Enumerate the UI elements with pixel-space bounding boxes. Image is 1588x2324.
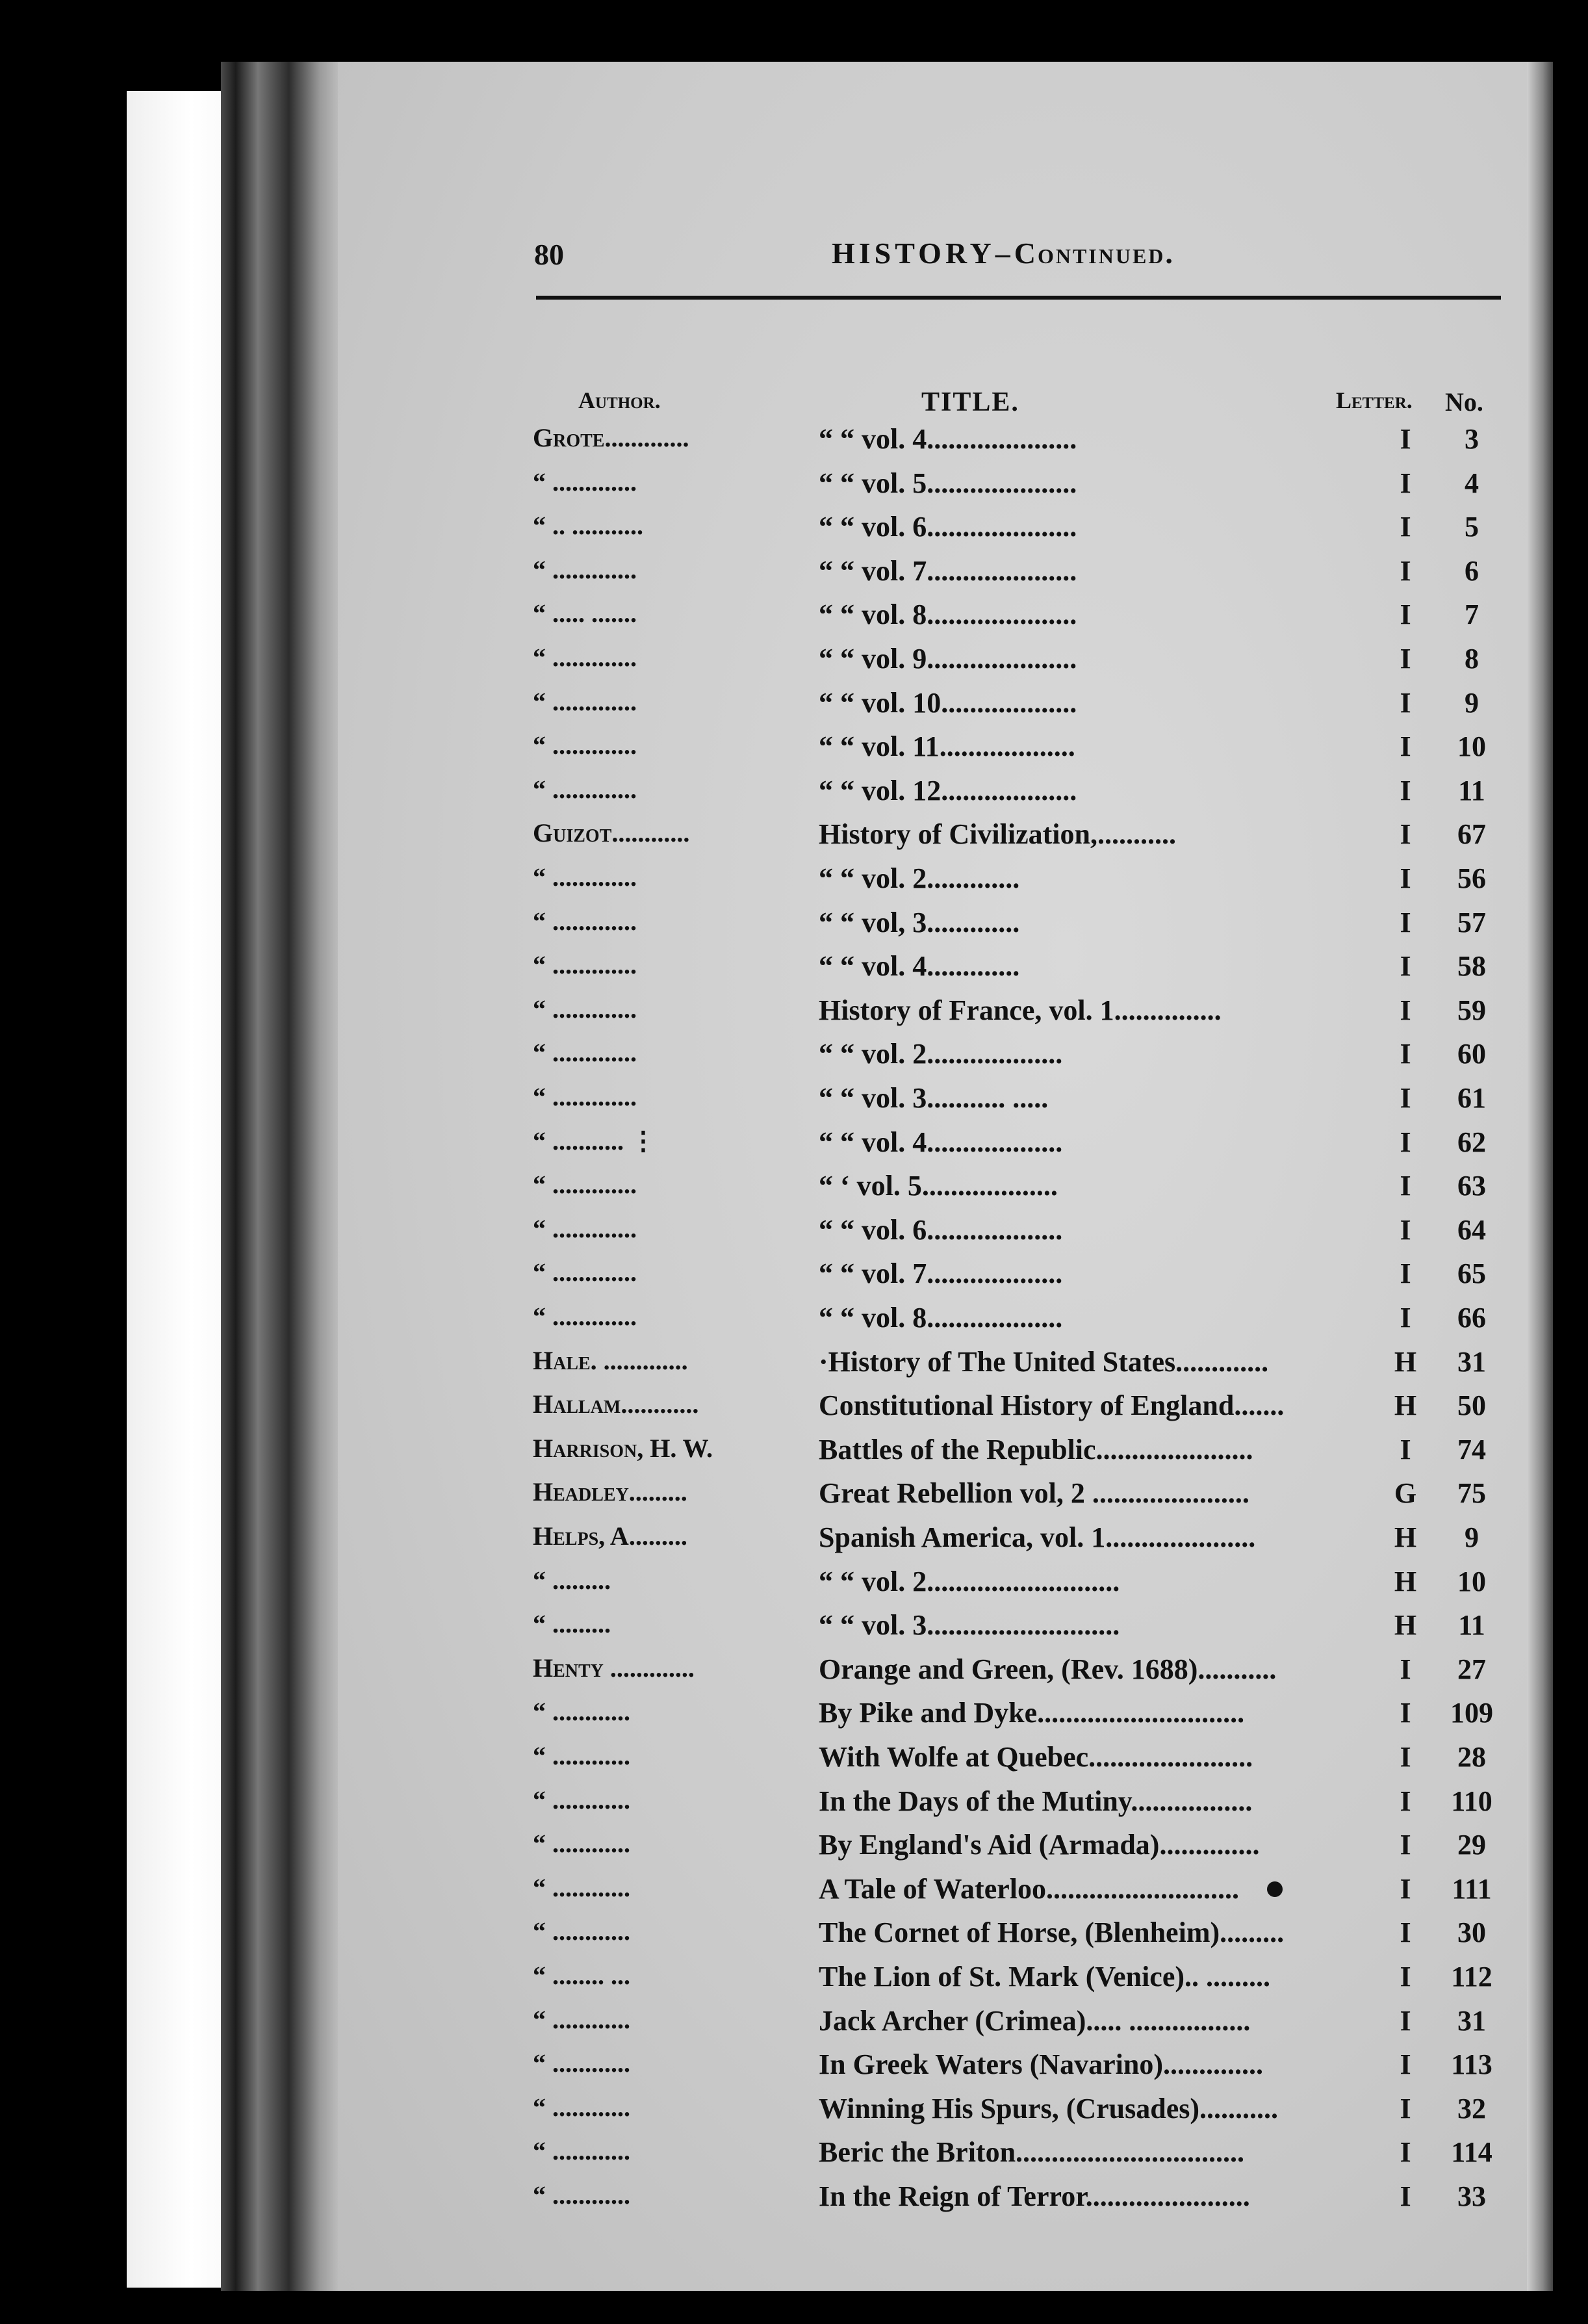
catalog-author: “ .............: [533, 906, 637, 936]
catalog-row: [338, 642, 1553, 681]
catalog-title: “ “ vol. 2.............: [819, 862, 1020, 894]
catalog-letter: I: [1400, 1872, 1411, 1905]
book-page: [338, 62, 1553, 2291]
catalog-letter: H: [1394, 1609, 1417, 1642]
catalog-number: 9: [1465, 686, 1479, 719]
catalog-row: [338, 1389, 1553, 1428]
catalog-letter: H: [1394, 1565, 1417, 1597]
catalog-row: [338, 818, 1553, 857]
catalog-letter: I: [1400, 2136, 1411, 2169]
catalog-title: In the Days of the Mutiny.................: [819, 1785, 1253, 1817]
catalog-author: “ .............: [533, 994, 637, 1024]
catalog-title: “ “ vol. 11...................: [819, 730, 1075, 763]
catalog-author: “ .............: [533, 643, 637, 672]
catalog-author: Grote.............: [533, 423, 689, 452]
catalog-title: With Wolfe at Quebec.......................: [819, 1741, 1253, 1773]
column-header-no: No.: [1445, 387, 1483, 417]
catalog-title: “ “ vol. 12...................: [819, 774, 1077, 807]
catalog-title: “ “ vol. 8...................: [819, 1302, 1063, 1334]
catalog-author: “ ........ ...: [533, 1961, 630, 1990]
catalog-title: The Cornet of Horse, (Blenheim).........: [819, 1917, 1285, 1949]
catalog-number: 33: [1457, 2180, 1486, 2212]
catalog-row: [338, 1081, 1553, 1120]
catalog-title: Jack Archer (Crimea)..... .................: [819, 2004, 1251, 2037]
catalog-row: [338, 422, 1553, 461]
catalog-title: “ ‘ vol. 5...................: [819, 1170, 1058, 1202]
catalog-row: [338, 1169, 1553, 1208]
catalog-number: 5: [1465, 511, 1479, 543]
catalog-title: “ “ vol. 3...........................: [819, 1609, 1120, 1642]
catalog-letter: I: [1400, 950, 1411, 983]
catalog-letter: I: [1400, 599, 1411, 631]
catalog-number: 11: [1458, 1609, 1485, 1642]
catalog-title: The Lion of St. Mark (Venice).. .........: [819, 1961, 1271, 1993]
catalog-title: “ “ vol. 6.....................: [819, 511, 1077, 543]
catalog-letter: G: [1394, 1477, 1417, 1510]
catalog-author: “ .............: [533, 467, 637, 497]
catalog-author: “ ............: [533, 2092, 630, 2122]
catalog-letter: I: [1400, 1961, 1411, 1993]
catalog-number: 50: [1457, 1389, 1486, 1422]
column-header-letter: Letter.: [1336, 387, 1413, 413]
catalog-title: Winning His Spurs, (Crusades)...........: [819, 2092, 1279, 2124]
catalog-letter: H: [1394, 1521, 1417, 1553]
catalog-number: 114: [1451, 2136, 1492, 2169]
catalog-author: “ ........... ⋮: [533, 1126, 656, 1156]
catalog-letter: I: [1400, 730, 1411, 763]
catalog-letter: I: [1400, 774, 1411, 807]
catalog-row: [338, 2136, 1553, 2175]
catalog-letter: I: [1400, 1917, 1411, 1949]
catalog-row: [338, 554, 1553, 593]
catalog-title: “ “ vol, 3.............: [819, 906, 1020, 938]
catalog-row: [338, 862, 1553, 901]
catalog-letter: I: [1400, 1741, 1411, 1773]
catalog-number: 31: [1457, 2004, 1486, 2037]
catalog-author: “ .............: [533, 686, 637, 716]
column-header-title: TITLE.: [921, 387, 1019, 417]
catalog-row: [338, 994, 1553, 1033]
catalog-letter: I: [1400, 818, 1411, 851]
catalog-row: [338, 467, 1553, 506]
catalog-title: History of Civilization,...........: [819, 818, 1176, 851]
catalog-number: 67: [1457, 818, 1486, 851]
catalog-author: “ ............: [533, 2136, 630, 2166]
catalog-author: “ .............: [533, 1038, 637, 1068]
catalog-row: [338, 686, 1553, 725]
catalog-letter: I: [1400, 1653, 1411, 1685]
catalog-author: Guizot............: [533, 818, 690, 848]
catalog-title: “ “ vol. 2...........................: [819, 1565, 1120, 1597]
catalog-letter: I: [1400, 643, 1411, 675]
catalog-author: Helps, A.........: [533, 1521, 687, 1551]
catalog-number: 57: [1457, 906, 1486, 938]
catalog-number: 10: [1457, 730, 1486, 763]
catalog-title: “ “ vol. 10...................: [819, 686, 1077, 719]
catalog-row: [338, 1960, 1553, 1999]
catalog-number: 9: [1465, 1521, 1479, 1553]
catalog-row: [338, 598, 1553, 637]
catalog-row: [338, 1653, 1553, 1692]
catalog-number: 31: [1457, 1345, 1486, 1378]
catalog-author: Henty .............: [533, 1653, 695, 1683]
catalog-title: Great Rebellion vol, 2 ......................: [819, 1477, 1249, 1510]
page-content: [338, 62, 1553, 2291]
catalog-letter: I: [1400, 2180, 1411, 2212]
catalog-row: [338, 1608, 1553, 1647]
catalog-title: “ “ vol. 8.....................: [819, 599, 1077, 631]
catalog-author: “ .............: [533, 862, 637, 892]
catalog-author: “ ............: [533, 1917, 630, 1946]
catalog-number: 28: [1457, 1741, 1486, 1773]
catalog-letter: I: [1400, 1258, 1411, 1290]
catalog-row: [338, 1696, 1553, 1735]
catalog-number: 56: [1457, 862, 1486, 894]
catalog-number: 109: [1450, 1697, 1493, 1729]
page-number: 80: [534, 238, 564, 271]
catalog-title: History of France, vol. 1...............: [819, 994, 1222, 1026]
catalog-number: 64: [1457, 1213, 1486, 1246]
catalog-number: 59: [1457, 994, 1486, 1026]
catalog-number: 60: [1457, 1038, 1486, 1070]
catalog-row: [338, 2048, 1553, 2087]
catalog-title: “ “ vol. 7.....................: [819, 554, 1077, 587]
catalog-letter: H: [1394, 1345, 1417, 1378]
catalog-row: [338, 2092, 1553, 2131]
catalog-title: Battles of the Republic......................: [819, 1433, 1253, 1465]
catalog-author: “ ............: [533, 2180, 630, 2210]
catalog-author: “ .............: [533, 1170, 637, 1200]
catalog-title: “ “ vol. 4.....................: [819, 423, 1077, 455]
catalog-number: 7: [1465, 599, 1479, 631]
catalog-row: [338, 730, 1553, 769]
catalog-row: [338, 1345, 1553, 1384]
catalog-title: A Tale of Waterloo...........................: [819, 1872, 1239, 1905]
catalog-number: 8: [1465, 643, 1479, 675]
book-page-edges: [221, 62, 344, 2291]
catalog-row: [338, 1257, 1553, 1296]
catalog-title: Orange and Green, (Rev. 1688)...........: [819, 1653, 1277, 1685]
catalog-title: “ “ vol. 4.............: [819, 950, 1020, 983]
catalog-author: Hallam............: [533, 1389, 699, 1419]
catalog-title: “ “ vol. 9.....................: [819, 643, 1077, 675]
catalog-author: Headley.........: [533, 1477, 687, 1507]
catalog-title: In Greek Waters (Navarino)..............: [819, 2048, 1263, 2081]
catalog-row: [338, 1916, 1553, 1955]
catalog-number: 3: [1465, 423, 1479, 455]
catalog-letter: I: [1400, 1038, 1411, 1070]
catalog-letter: I: [1400, 1697, 1411, 1729]
catalog-number: 30: [1457, 1917, 1486, 1949]
catalog-author: “ ............: [533, 1785, 630, 1814]
catalog-author: “ .............: [533, 950, 637, 980]
catalog-letter: I: [1400, 2004, 1411, 2037]
catalog-title: Spanish America, vol. 1.....................: [819, 1521, 1256, 1553]
catalog-author: “ ............: [533, 1741, 630, 1770]
catalog-row: [338, 1301, 1553, 1340]
catalog-letter: I: [1400, 1170, 1411, 1202]
catalog-author: “ ..... .......: [533, 599, 637, 628]
catalog-author: “ .........: [533, 1565, 611, 1595]
catalog-author: “ ............: [533, 1872, 630, 1902]
catalog-number: 111: [1452, 1872, 1492, 1905]
catalog-letter: I: [1400, 906, 1411, 938]
catalog-number: 61: [1457, 1082, 1486, 1114]
catalog-letter: H: [1394, 1389, 1417, 1422]
catalog-author: “ .............: [533, 1302, 637, 1331]
catalog-row: [338, 949, 1553, 988]
catalog-number: 74: [1457, 1433, 1486, 1465]
catalog-number: 113: [1451, 2048, 1492, 2081]
catalog-letter: I: [1400, 1213, 1411, 1246]
catalog-row: [338, 1565, 1553, 1604]
catalog-row: [338, 1740, 1553, 1779]
catalog-author: “ .. ...........: [533, 511, 643, 541]
catalog-number: 4: [1465, 467, 1479, 499]
catalog-title: “ “ vol. 3........... .....: [819, 1082, 1049, 1114]
catalog-author: Harrison, H. W.: [533, 1433, 713, 1463]
catalog-row: [338, 2004, 1553, 2043]
catalog-author: “ .............: [533, 1258, 637, 1287]
catalog-letter: I: [1400, 511, 1411, 543]
catalog-row: [338, 1477, 1553, 1516]
catalog-letter: I: [1400, 1433, 1411, 1465]
catalog-title: Constitutional History of England.......: [819, 1389, 1285, 1422]
catalog-title: “ “ vol. 7...................: [819, 1258, 1063, 1290]
catalog-author: “ ............: [533, 1697, 630, 1727]
catalog-row: [338, 510, 1553, 549]
catalog-row: [338, 1037, 1553, 1076]
catalog-title: “ “ vol. 5.....................: [819, 467, 1077, 499]
catalog-row: [338, 1872, 1553, 1911]
catalog-number: 63: [1457, 1170, 1486, 1202]
ink-speck: [1267, 1881, 1283, 1897]
catalog-row: [338, 1433, 1553, 1472]
catalog-letter: I: [1400, 1302, 1411, 1334]
catalog-author: “ ............: [533, 2048, 630, 2078]
catalog-title: In the Reign of Terror.......................: [819, 2180, 1250, 2212]
catalog-letter: I: [1400, 554, 1411, 587]
catalog-number: 32: [1457, 2092, 1486, 2124]
catalog-letter: I: [1400, 1126, 1411, 1158]
catalog-row: [338, 1785, 1553, 1824]
catalog-row: [338, 1126, 1553, 1165]
header-rule: [536, 296, 1501, 300]
catalog-author: “ ............: [533, 2004, 630, 2034]
catalog-title: “ “ vol. 6...................: [819, 1213, 1063, 1246]
catalog-author: “ ............: [533, 1829, 630, 1859]
catalog-number: 65: [1457, 1258, 1486, 1290]
catalog-author: “ .............: [533, 1213, 637, 1243]
catalog-number: 62: [1457, 1126, 1486, 1158]
catalog-letter: I: [1400, 686, 1411, 719]
catalog-author: “ .............: [533, 730, 637, 760]
catalog-row: [338, 2180, 1553, 2219]
catalog-author: “ .........: [533, 1609, 611, 1639]
running-head-main: HISTORY–: [832, 237, 1014, 270]
catalog-letter: I: [1400, 1082, 1411, 1114]
catalog-author: Hale. .............: [533, 1345, 688, 1375]
catalog-letter: I: [1400, 862, 1411, 894]
catalog-number: 112: [1451, 1961, 1492, 1993]
catalog-number: 110: [1451, 1785, 1492, 1817]
catalog-row: [338, 906, 1553, 945]
catalog-title: By England's Aid (Armada)..............: [819, 1829, 1260, 1861]
catalog-number: 11: [1458, 774, 1485, 807]
catalog-number: 6: [1465, 554, 1479, 587]
catalog-number: 29: [1457, 1829, 1486, 1861]
running-head-rest: Continued.: [1014, 237, 1175, 270]
catalog-letter: I: [1400, 2092, 1411, 2124]
running-head: [832, 236, 1175, 270]
catalog-letter: I: [1400, 2048, 1411, 2081]
catalog-number: 58: [1457, 950, 1486, 983]
catalog-title: Beric the Briton................................: [819, 2136, 1245, 2169]
catalog-letter: I: [1400, 467, 1411, 499]
catalog-author: “ .............: [533, 774, 637, 804]
catalog-row: [338, 1828, 1553, 1867]
catalog-author: “ .............: [533, 554, 637, 584]
catalog-author: “ .............: [533, 1082, 637, 1111]
catalog-letter: I: [1400, 1785, 1411, 1817]
catalog-row: [338, 1521, 1553, 1560]
catalog-title: “ “ vol. 4...................: [819, 1126, 1063, 1158]
catalog-title: By Pike and Dyke.............................: [819, 1697, 1245, 1729]
catalog-letter: I: [1400, 423, 1411, 455]
catalog-title: “ “ vol. 2...................: [819, 1038, 1063, 1070]
catalog-number: 66: [1457, 1302, 1486, 1334]
catalog-number: 75: [1457, 1477, 1486, 1510]
catalog-title: ·History of The United States.............: [819, 1345, 1269, 1378]
catalog-number: 27: [1457, 1653, 1486, 1685]
catalog-letter: I: [1400, 994, 1411, 1026]
catalog-row: [338, 1213, 1553, 1252]
catalog-letter: I: [1400, 1829, 1411, 1861]
column-header-author: Author.: [578, 387, 661, 413]
catalog-number: 10: [1457, 1565, 1486, 1597]
catalog-row: [338, 774, 1553, 813]
